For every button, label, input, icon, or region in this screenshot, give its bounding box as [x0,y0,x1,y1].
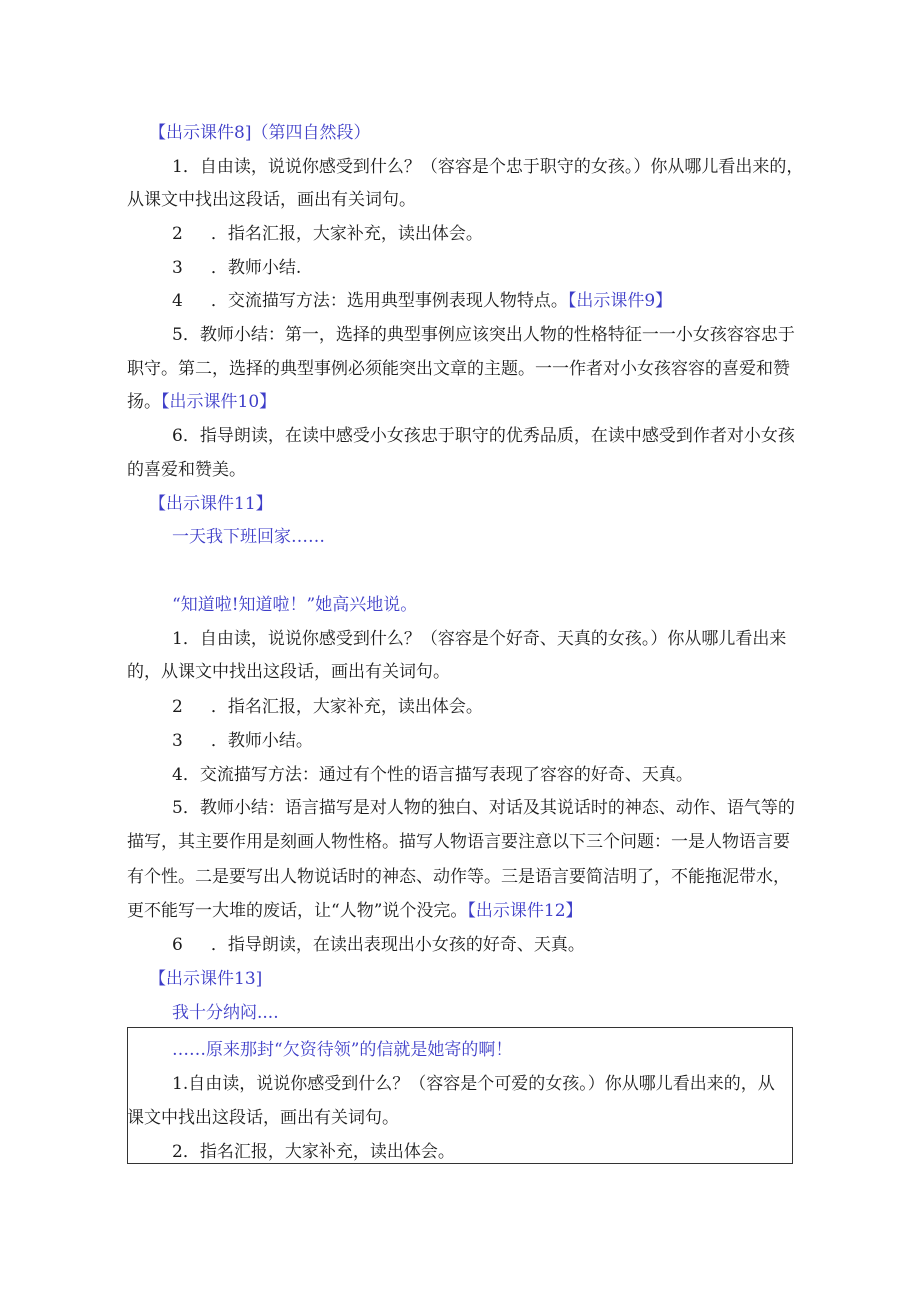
s2-item3-text: ．教师小结。 [210,731,313,751]
s2-item1-line2: 的，从课文中找出这段话，画出有关词句。 [127,662,450,682]
s1-item3 [172,257,301,279]
s1-item2-number: 2 [172,224,183,244]
s1-item5-line1: 5．教师小结：第一，选择的典型事例应该突出人物的性格特征一一小女孩容容忠于 [172,325,795,345]
s3-item1-line2: 课文中找出这段话，画出有关词句。 [127,1108,399,1128]
s1-item4 [172,290,672,312]
s1-item3-text: ．教师小结. [210,258,302,278]
s1-item3-number: 3 [172,258,183,278]
s1-item5-line3 [127,391,276,413]
s1-item5-cite: 【出示课件10】 [161,392,277,412]
section2-quote1: 一天我下班回家…… [172,527,325,547]
s3-item2: 2．指名汇报，大家补充，读出体会。 [172,1142,455,1162]
s1-item6-line2: 的喜爱和赞美。 [127,460,246,480]
s2-item6 [172,934,585,956]
s2-item5-line4-text: 更不能写一大堆的废话，让“人物”说个没完。 [127,901,468,921]
s2-item5-line1: 5．教师小结：语言描写是对人物的独白、对话及其说话时的神态、动作、语气等的 [172,798,795,818]
section1-header [149,122,370,144]
section2-quote2: “知道啦!知道啦！”她高兴地说。 [172,595,418,615]
s1-item4-number: 4 [172,291,183,311]
section1-header-bracket: 【出示课件8] [149,123,252,143]
s2-item5-cite: 【出示课件12】 [467,901,583,921]
s2-item2 [172,696,483,718]
s2-item4: 4．交流描写方法：通过有个性的语言描写表现了容容的好奇、天真。 [172,765,693,785]
s2-item1-line1: 1．自由读，说说你感受到什么？（容容是个好奇、天真的女孩。）你从哪儿看出来 [172,629,787,649]
section1-header-note: （第四自然段） [251,123,371,143]
s2-item3-number: 3 [172,731,183,751]
s1-item2 [172,223,483,245]
s2-item5-line4 [127,900,583,922]
s2-item3 [172,730,313,752]
section3-header: 【出示课件13] [149,969,263,989]
section2-header: 【出示课件11】 [149,494,273,514]
s1-item6-line1: 6．指导朗读，在读中感受小女孩忠于职守的优秀品质，在读中感受到作者对小女孩 [172,426,795,446]
s1-item5-line2: 职守。第二，选择的典型事例必须能突出文章的主题。一一作者对小女孩容容的喜爱和赞 [127,359,790,379]
s3-item1-line1: 1.自由读，说说你感受到什么？（容容是个可爱的女孩。）你从哪儿看出来的，从 [172,1074,775,1094]
s1-item4-text: ．交流描写方法：选用典型事例表现人物特点。 [210,291,568,311]
s1-item1-line2: 从课文中找出这段话，画出有关词句。 [127,190,416,210]
s2-item6-text: ．指导朗读，在读出表现出小女孩的好奇、天真。 [210,935,585,955]
s2-item6-number: 6 [172,935,183,955]
s1-item2-text: ．指名汇报，大家补充，读出体会。 [210,224,483,244]
s1-item1-line1: 1．自由读，说说你感受到什么？（容容是个忠于职守的女孩。）你从哪儿看出来的， [172,157,804,177]
s2-item2-text: ．指名汇报，大家补充，读出体会。 [210,697,483,717]
section3-quote1: 我十分纳闷.... [172,1003,279,1023]
s1-item5-line3-text: 扬。 [127,392,161,412]
s1-item4-cite: 【出示课件9】 [567,291,673,311]
s2-item5-line2: 描写，其主要作用是刻画人物性格。描写人物语言要注意以下三个问题：一是人物语言要 [127,832,790,852]
s2-item2-number: 2 [172,697,183,717]
s2-item5-line3: 有个性。二是要写出人物说话时的神态、动作等。三是语言要简洁明了，不能拖泥带水， [127,867,790,887]
section3-quote2: ……原来那封“欠资待领”的信就是她寄的啊！ [172,1040,513,1060]
